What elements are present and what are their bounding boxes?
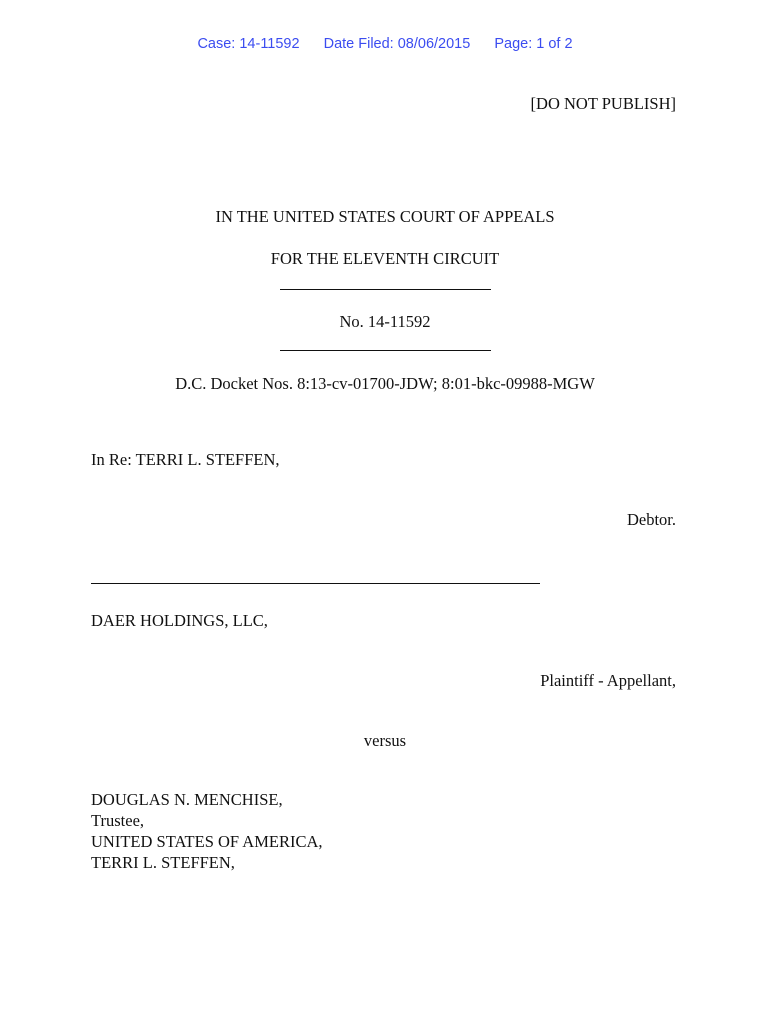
appellee-line: TERRI L. STEFFEN, <box>91 853 235 872</box>
appellee-line: UNITED STATES OF AMERICA, <box>91 832 323 851</box>
case-number: No. 14-11592 <box>339 312 431 331</box>
case-number-stamp: Case: 14-11592 <box>197 36 300 52</box>
debtor-role: Debtor. <box>626 510 676 529</box>
appellant-role: Plaintiff - Appellant, <box>540 671 676 690</box>
court-name: IN THE UNITED STATES COURT OF APPEALS <box>215 207 555 226</box>
docket-numbers: D.C. Docket Nos. 8:13-cv-01700-JDW; 8:01-bkc-09988-MGW <box>175 374 595 393</box>
separator-rule <box>280 350 491 351</box>
filing-header <box>0 36 770 52</box>
versus-label: versus <box>363 731 407 750</box>
appellee-line: Trustee, <box>91 811 145 830</box>
party-separator-rule <box>91 583 540 584</box>
circuit-name: FOR THE ELEVENTH CIRCUIT <box>270 249 500 268</box>
appellant-name: DAER HOLDINGS, LLC, <box>91 611 268 630</box>
appellee-line: DOUGLAS N. MENCHISE, <box>91 790 283 809</box>
separator-rule <box>280 289 491 290</box>
in-re-party: In Re: TERRI L. STEFFEN, <box>91 450 280 469</box>
publish-status: [DO NOT PUBLISH] <box>530 94 676 113</box>
page-count-stamp: Page: 1 of 2 <box>494 36 573 52</box>
date-filed-stamp: Date Filed: 08/06/2015 <box>323 36 471 52</box>
